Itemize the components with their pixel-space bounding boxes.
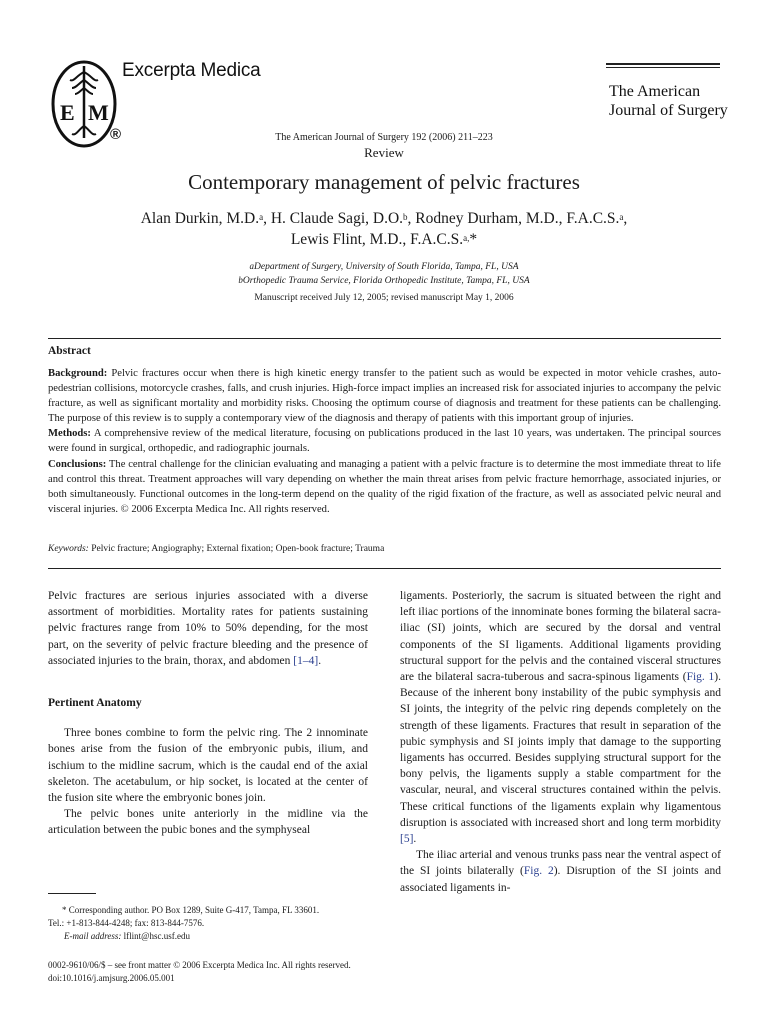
email-link[interactable]: lflint@hsc.usf.edu xyxy=(123,930,190,941)
reference-link[interactable]: [1–4] xyxy=(293,654,319,667)
journal-logo-line2: Journal of Surgery xyxy=(609,102,728,119)
abstract-heading: Abstract xyxy=(48,345,91,357)
left-column xyxy=(48,588,368,839)
abstract-body xyxy=(48,366,721,517)
figure-link[interactable]: Fig. 2 xyxy=(523,865,554,878)
section-heading: Pertinent Anatomy xyxy=(48,697,142,710)
reference-link[interactable]: [5] xyxy=(400,833,414,846)
body-text: . xyxy=(413,833,417,846)
conclusions-text: The central challenge for the clinician evaluating and managing a patient with a pelvic fracture is to determine the most immediate threat to life and control this threat. Treatment approaches will vary depending on whether the main threat arises from pelvic fracture hemorrhage, associated injuries, or both simultaneously. Functional outcomes in the long-term depend on the quality of the rigid fixation of the fracture, as well as associated pelvic neural and visceral injuries. © 2006 Excerpta Medica Inc. All rights reserved. xyxy=(48,458,721,515)
background-text: Pelvic fractures occur when there is high kinetic energy transfer to the patient such as would be expected in motor vehicle crashes, auto-pedestrian collisions, motorcycle crashes, falls, and crush injuries. High-force impact implies an increased risk for associated injuries to accompany the pelvic fracture, as well as significant mortality and morbidity risks. Choosing the optimum course of diagnosis and treatment for these patients can be challenging. The purpose of this review is to supply a contemporary view of the diagnosis and therapy of patients with this important group of injuries. xyxy=(48,368,721,425)
intro-paragraph: Pelvic fractures are serious injuries associated with a diverse assortment of morbidities. Mortality rates for patients sustaining pelvic fractures range from 10% to 50% depending, for the most part, on the severity of pelvic fracture bleeding and the presence of associated injuries to the brain, thorax, and abdomen [1–4]. xyxy=(48,590,368,667)
keywords-label: Keywords: xyxy=(48,544,89,554)
registered-mark: ® xyxy=(110,126,122,143)
background-label: Background: xyxy=(48,368,108,379)
body-paragraph xyxy=(400,588,721,847)
author-list: Alan Durkin, M.D.$^a$, H. Claude Sagi, D.O.$^b$, Rodney Durham, M.D., F.A.C.S.$^a$, Lewis Flint, M.D., F.A.C.S.$^{a,}$* xyxy=(140,210,628,248)
intro-text: Pelvic fractures are serious injuries associated with a diverse assortment of morbidities. Mortality rates for patients sustaining pelvic fractures range from 10% to 50% depending, for the most part, on the severity of pelvic fracture bleeding and the presence of associated injuries to the brain, thorax, and abdomen xyxy=(48,590,368,667)
figure-link[interactable]: Fig. 1 xyxy=(686,671,715,684)
corresponding-author: * Corresponding author. PO Box 1289, Suite G-417, Tampa, FL 33601. xyxy=(62,905,320,915)
keywords-text: Pelvic fracture; Angiography; External fixation; Open-book fracture; Trauma xyxy=(91,544,385,554)
manuscript-dates: Manuscript received July 12, 2005; revised manuscript May 1, 2006 xyxy=(254,293,514,303)
affiliation-a: Department of Surgery, University of South Florida, Tampa, FL, USA xyxy=(254,262,519,272)
journal-logo xyxy=(609,82,728,120)
methods-text: A comprehensive review of the medical literature, focusing on publications produced in the last 10 years, was undertaken. The principal sources were found in surgical, orthopedic, and radiographic journals. xyxy=(48,428,721,455)
keywords xyxy=(48,544,721,554)
journal-citation: The American Journal of Surgery 192 (2006) 211–223 xyxy=(275,132,493,143)
affiliation-b: Orthopedic Trauma Service, Florida Orthopedic Institute, Tampa, FL, USA xyxy=(242,276,530,286)
journal-logo-rule xyxy=(606,63,720,65)
doi-line: doi:10.1016/j.amjsurg.2006.05.001 xyxy=(48,972,175,983)
body-paragraph xyxy=(400,847,721,896)
journal-logo-line1: The American xyxy=(609,83,701,100)
email-label: E-mail address: xyxy=(64,930,122,941)
body-text: ). Because of the inherent bony instability of the pubic symphysis and SI joints, the integrity of the pelvic ring depends completely on the strength of these ligaments. Fractures that result in separation of the pubic symphysis and SI joints imply that damage to the supporting ligaments has occurred. Besides supplying structural support for the bony pelvis, the ligaments supply a stable compartment for the vascular, neural, and visceral structures contained within the pelvis. These critical functions of the ligaments explain why ligamentous disruption is associated with increased short and long term morbidity xyxy=(400,671,721,829)
article-type: Review xyxy=(364,145,404,160)
methods-label: Methods: xyxy=(48,428,91,440)
journal-logo-rule-thin xyxy=(606,67,720,68)
affiliations: $^a$Department of Surgery, University of South Florida, Tampa, FL, USA $^b$Orthopedic Trauma Service, Florida Orthopedic Institute, Tampa, FL, USA xyxy=(238,261,530,286)
abstract-bottom-rule xyxy=(48,568,721,569)
svg-text:M: M xyxy=(88,100,109,125)
copyright-notice xyxy=(48,959,351,985)
body-paragraph: The pelvic bones unite anteriorly in the midline via the articulation between the pubic bones and the symphyseal xyxy=(48,808,368,837)
body-text: ). Disruption of the SI joints and associated ligaments in- xyxy=(400,865,721,894)
body-paragraph: Three bones combine to form the pelvic ring. The 2 innominate bones arise from the fusion of the embryonic pubis, ilium, and ischium to the midline sacrum, which is the caudal end of the axial skeleton. The acetabulum, or hip socket, is located at the center of the fusion site where the embryonic bones join. xyxy=(48,727,368,805)
conclusions-label: Conclusions: xyxy=(48,458,107,470)
front-matter-line: 0002-9610/06/$ – see front matter © 2006 Excerpta Medica Inc. All rights reserved. xyxy=(48,960,351,970)
right-column xyxy=(400,588,721,896)
body-text: ligaments. Posteriorly, the sacrum is situated between the right and left iliac portions of the innominate bones forming the bilateral sacra-iliac (SI) joints, which are secured by the dorsal and ventral components of the SI ligaments. Additional ligaments providing structural support for the pelvis and the contained visceral structures are the bilateral sacra-tuberous and sacra-spinous ligaments ( xyxy=(400,590,721,684)
footnote xyxy=(48,904,378,942)
contact-phone: Tel.: +1-813-844-4248; fax: 813-844-7576. xyxy=(48,917,205,928)
svg-text:E: E xyxy=(60,100,75,125)
publisher-name: Excerpta Medica xyxy=(122,60,261,81)
body-text: The iliac arterial and venous trunks pass near the ventral aspect of the SI joints bilaterally ( xyxy=(400,849,721,878)
article-title: Contemporary management of pelvic fractures xyxy=(188,170,580,194)
footnote-rule xyxy=(48,893,96,894)
abstract-top-rule xyxy=(48,338,721,339)
